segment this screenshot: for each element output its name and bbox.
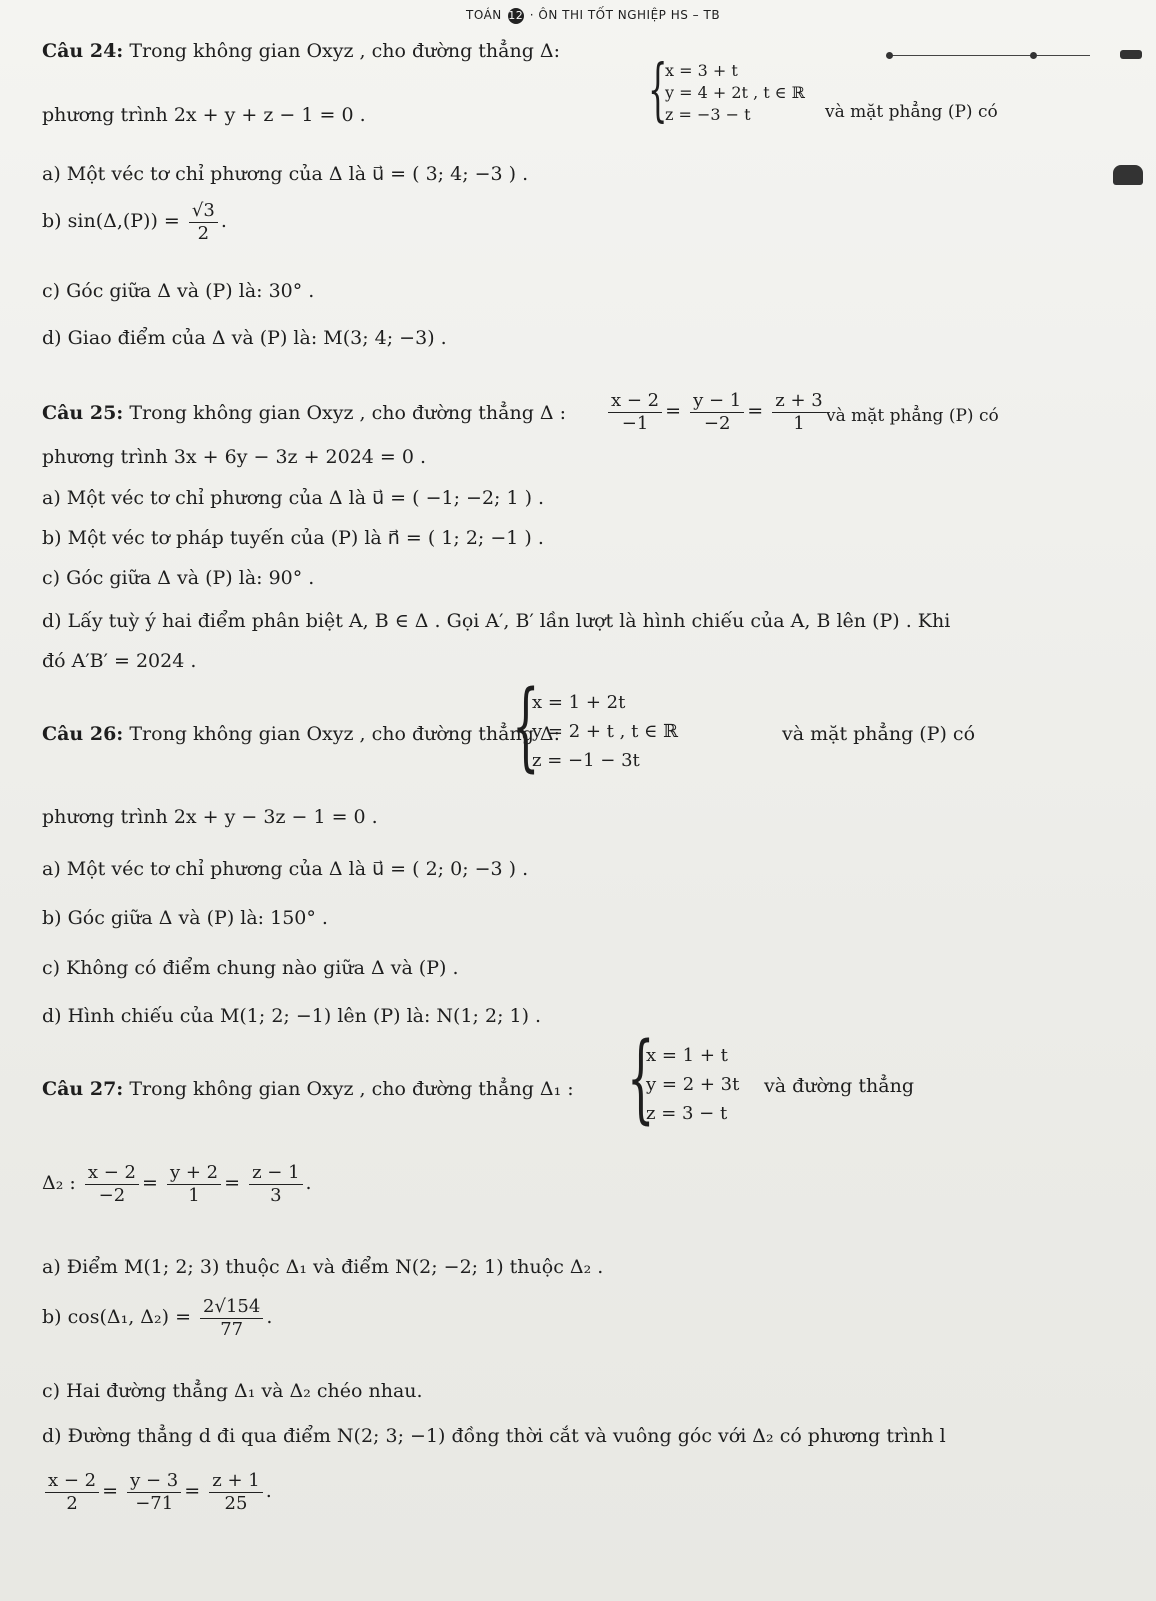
q25-frac-z-num: z + 3 xyxy=(772,390,825,413)
q25-a: a) Một véc tơ chỉ phương của Δ là u⃗ = ( −1; −2; 1 ) . xyxy=(42,487,545,509)
q25-plane-eq: phương trình 3x + 6y − 3z + 2024 = 0 . xyxy=(42,446,427,468)
q25-after: và mặt phẳng (P) có xyxy=(826,406,999,426)
q26-intro-text: Trong không gian Oxyz , cho đường thẳng Δ: xyxy=(129,723,561,745)
q24-intro-text: Trong không gian Oxyz , cho đường thẳng Δ: xyxy=(129,40,561,62)
q27-frac-z-den: 3 xyxy=(270,1184,282,1206)
q24-system xyxy=(665,60,805,126)
decor-tab-icon xyxy=(1120,50,1142,59)
decor-dot-icon xyxy=(1030,52,1037,59)
q24-sys-x: x = 3 + t xyxy=(665,61,738,80)
q25-frac-z xyxy=(772,390,825,434)
q27-b-den: 77 xyxy=(220,1318,244,1340)
q27-sys-x: x = 1 + t xyxy=(646,1045,728,1066)
q26-b: b) Góc giữa Δ và (P) là: 150° . xyxy=(42,907,328,929)
q25-frac-y-den: −2 xyxy=(703,412,731,434)
q26-system xyxy=(532,688,678,775)
q26-after-system: và mặt phẳng (P) có xyxy=(782,723,976,745)
page-header xyxy=(466,8,720,24)
q24-sys-z: z = −3 − t xyxy=(665,105,751,124)
q26-sys-y: y = 2 + t , t ∈ ℝ xyxy=(532,721,679,742)
q27-b-label: b) xyxy=(42,1306,62,1329)
q26-plane-eq: phương trình 2x + y − 3z − 1 = 0 . xyxy=(42,806,378,828)
q27-frac-x-num: x − 2 xyxy=(85,1162,139,1185)
q25-d1: d) Lấy tuỳ ý hai điểm phân biệt A, B ∈ Δ . Gọi A′, B′ lần lượt là hình chiếu của A, B lên (P) . Khi xyxy=(42,610,951,632)
q25-frac-x-den: −1 xyxy=(621,412,649,434)
q27-d-frac-z-den: 25 xyxy=(224,1492,248,1514)
q26-a: a) Một véc tơ chỉ phương của Δ là u⃗ = ( 2; 0; −3 ) . xyxy=(42,858,529,880)
q27-frac-y-den: 1 xyxy=(188,1184,200,1206)
q27-d-frac-y xyxy=(127,1470,181,1514)
q24-b-num: √3 xyxy=(189,200,218,223)
q25-frac-z-den: 1 xyxy=(793,412,805,434)
q27-d-frac-z-num: z + 1 xyxy=(209,1470,262,1493)
header-suffix: · ÔN THI TỐT NGHIỆP HS – TB xyxy=(529,8,721,22)
q24-b-text: sin(Δ,(P)) = xyxy=(67,210,180,233)
q27-d-frac-x-den: 2 xyxy=(66,1492,78,1514)
q24-b-fraction xyxy=(189,200,218,244)
q25-line-eq: $\frac{x - 2}{-1}$ = $\frac{y - 1}{-2}$ = $\frac{z + 3}{1}$ xyxy=(605,390,829,434)
q27-frac-z-num: z − 1 xyxy=(249,1162,302,1185)
q27-d-frac-x xyxy=(45,1470,99,1514)
q26-c: c) Không có điểm chung nào giữa Δ và (P) . xyxy=(42,957,459,979)
q24-b-den: 2 xyxy=(197,222,210,244)
q27-label: Câu 27: xyxy=(42,1078,124,1100)
q27-frac-y xyxy=(167,1162,221,1206)
q25-label: Câu 25: xyxy=(42,402,124,424)
q27-sys-y: y = 2 + 3t xyxy=(646,1074,740,1095)
q26-sys-z: z = −1 − 3t xyxy=(532,750,640,771)
q25-intro xyxy=(42,402,566,425)
q27-intro xyxy=(42,1078,574,1101)
q25-d2: đó A′B′ = 2024 . xyxy=(42,650,197,672)
q27-frac-z xyxy=(249,1162,302,1206)
header-prefix: TOÁN xyxy=(466,8,502,22)
q27-line2-eq: Δ₂ : $\frac{x - 2}{-2}$ = $\frac{y + 2}{1}$ = $\frac{z - 1}{3}$ . xyxy=(42,1162,312,1206)
q27-d-frac-y-den: −71 xyxy=(135,1492,174,1514)
q25-frac-y-num: y − 1 xyxy=(690,390,744,413)
q26-brace: { xyxy=(512,670,540,782)
q24-a: a) Một véc tơ chỉ phương của Δ là u⃗ = ( 3; 4; −3 ) . xyxy=(42,163,529,185)
q24-brace: { xyxy=(648,51,668,130)
q27-frac-x-den: −2 xyxy=(98,1184,126,1206)
q25-intro-text: Trong không gian Oxyz , cho đường thẳng Δ : xyxy=(129,402,567,424)
q26-d: d) Hình chiếu của M(1; 2; −1) lên (P) là: N(1; 2; 1) . xyxy=(42,1005,542,1027)
decor-dot-icon xyxy=(886,52,893,59)
q25-c: c) Góc giữa Δ và (P) là: 90° . xyxy=(42,567,315,589)
q27-b-num: 2√154 xyxy=(200,1296,263,1319)
q24-label: Câu 24: xyxy=(42,40,124,62)
q27-b-fraction xyxy=(200,1296,263,1340)
q25-b: b) Một véc tơ pháp tuyến của (P) là n⃗ = ( 1; 2; −1 ) . xyxy=(42,527,544,549)
q27-frac-x xyxy=(85,1162,139,1206)
q25-frac-y xyxy=(690,390,744,434)
q27-system xyxy=(646,1041,739,1128)
q24-b-label: b) xyxy=(42,210,62,233)
q27-d-frac-y-num: y − 3 xyxy=(127,1470,181,1493)
q24-after-system: và mặt phẳng (P) có xyxy=(825,102,998,122)
q24-c: c) Góc giữa Δ và (P) là: 30° . xyxy=(42,280,315,302)
q27-sys-z: z = 3 − t xyxy=(646,1103,728,1124)
q27-d-frac-z xyxy=(209,1470,262,1514)
q25-frac-x-num: x − 2 xyxy=(608,390,662,413)
header-number-badge: 12 xyxy=(508,9,524,22)
q25-frac-x xyxy=(608,390,662,434)
q27-d-eq: $\frac{x - 2}{2}$ = $\frac{y - 3}{-71}$ = $\frac{z + 1}{25}$ . xyxy=(42,1470,272,1514)
q24-plane-eq: phương trình 2x + y + z − 1 = 0 . xyxy=(42,104,366,126)
q24-intro xyxy=(42,40,560,63)
q26-sys-x: x = 1 + 2t xyxy=(532,692,626,713)
q26-label: Câu 26: xyxy=(42,723,124,745)
q27-a: a) Điểm M(1; 2; 3) thuộc Δ₁ và điểm N(2; −2; 1) thuộc Δ₂ . xyxy=(42,1256,604,1278)
q27-d-frac-x-num: x − 2 xyxy=(45,1470,99,1493)
q24-b: b) sin(Δ,(P)) = $\frac{√3}{2}$ . xyxy=(42,200,227,244)
q27-b-text: cos(Δ₁, Δ₂) = xyxy=(67,1306,191,1329)
q27-b: b) cos(Δ₁, Δ₂) = $\frac{2√154}{77}$ . xyxy=(42,1296,273,1340)
q26-intro xyxy=(42,723,560,746)
q27-frac-y-num: y + 2 xyxy=(167,1162,221,1185)
q27-brace: { xyxy=(627,1022,655,1134)
q24-d: d) Giao điểm của Δ và (P) là: M(3; 4; −3) . xyxy=(42,327,447,349)
header-decor-line xyxy=(892,55,1090,56)
q27-intro-text: Trong không gian Oxyz , cho đường thẳng Δ₁ : xyxy=(129,1078,574,1100)
decor-figure-icon xyxy=(1113,165,1143,185)
q27-line2-prefix: Δ₂ : xyxy=(42,1172,76,1195)
q24-sys-y: y = 4 + 2t , t ∈ ℝ xyxy=(665,83,805,102)
q27-c: c) Hai đường thẳng Δ₁ và Δ₂ chéo nhau. xyxy=(42,1380,423,1402)
q27-d: d) Đường thẳng d đi qua điểm N(2; 3; −1) đồng thời cắt và vuông góc với Δ₂ có phương trình l xyxy=(42,1425,946,1447)
q27-after-system: và đường thẳng xyxy=(764,1075,914,1097)
